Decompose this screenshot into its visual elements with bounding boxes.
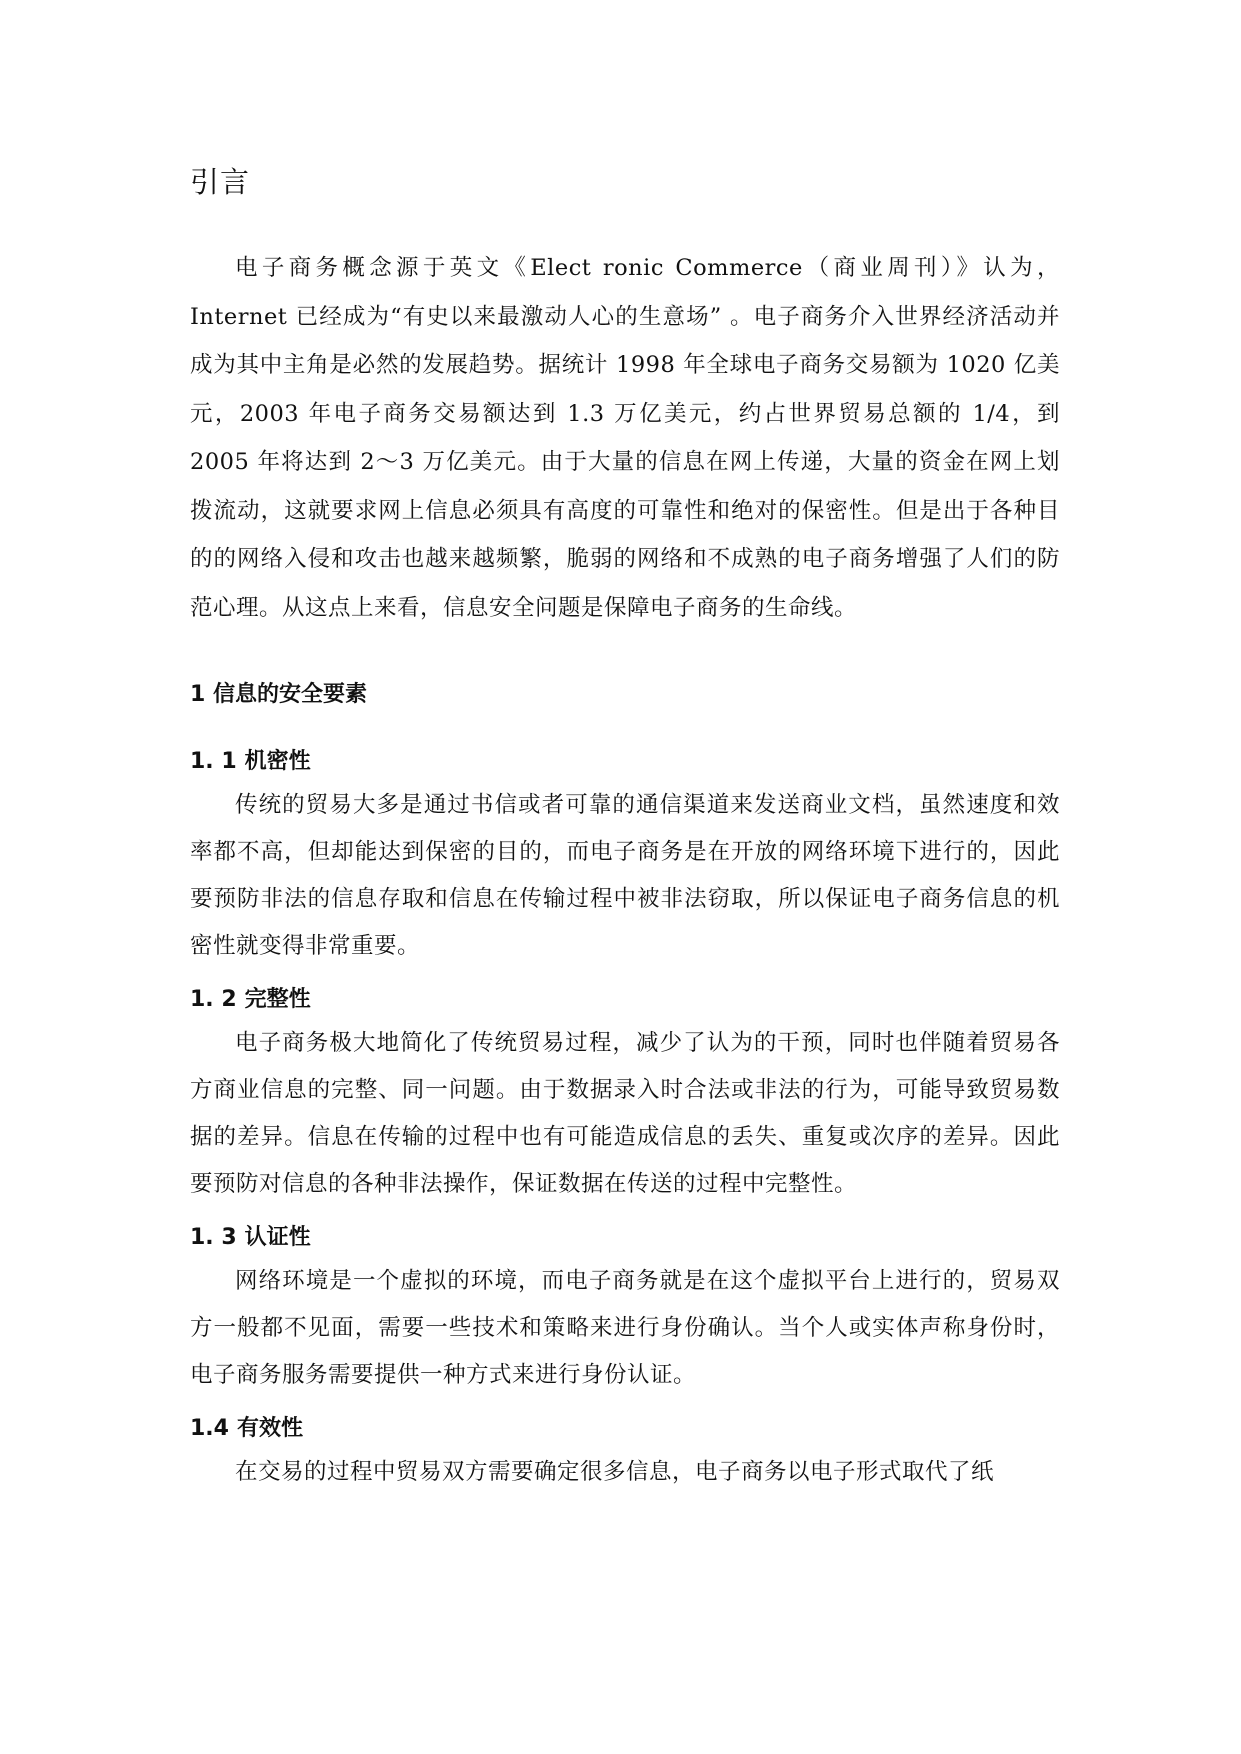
subsection-number: 1. 2 [190, 987, 237, 1012]
subsection-title: 认证性 [244, 1225, 311, 1250]
subsection-heading [190, 1218, 1060, 1258]
section-heading: 1 信息的安全要素 [190, 682, 367, 707]
subsection-number: 1. 3 [190, 1225, 237, 1250]
subsection-heading [190, 980, 1060, 1020]
subsection-number: 1.4 [190, 1416, 229, 1441]
subsection-title: 机密性 [244, 749, 311, 774]
subsection-authentication [190, 1218, 1060, 1399]
subsection-title: 完整性 [244, 987, 311, 1012]
intro-paragraph: 电子商务概念源于英文《Elect ronic Commerce（商业周刊）》认为，Internet 已经成为“有史以来最激动人心的生意场” 。电子商务介入世界经济活动并成为其中主角是必然的发展趋势。据统计 1998 年全球电子商务交易额为 1020 亿美元，2003 年电子商务交易额达到 1.3 万亿美元，约占世界贸易总额的 1/4，到 2005 年将达到 2～3 万亿美元。由于大量的信息在网上传递，大量的资金在网上划拨流动，这就要求网上信息必须具有高度的可靠性和绝对的保密性。但是出于各种目的的网络入侵和攻击也越来越频繁，脆弱的网络和不成熟的电子商务增强了人们的防范心理。从这点上来看，信息安全问题是保障电子商务的生命线。 [190, 255, 1060, 621]
subsection-heading [190, 742, 1060, 782]
subsection-paragraph: 电子商务极大地简化了传统贸易过程，减少了认为的干预，同时也伴随着贸易各方商业信息的完整、同一问题。由于数据录入时合法或非法的行为，可能导致贸易数据的差异。信息在传输的过程中也有可能造成信息的丢失、重复或次序的差异。因此要预防对信息的各种非法操作，保证数据在传送的过程中完整性。 [190, 1030, 1060, 1197]
subsection-title: 有效性 [236, 1416, 303, 1441]
page-title: 引言 [190, 165, 251, 199]
subsection-integrity [190, 980, 1060, 1208]
subsection-validity [190, 1409, 1060, 1496]
subsection-paragraph: 网络环境是一个虚拟的环境，而电子商务就是在这个虚拟平台上进行的，贸易双方一般都不见面，需要一些技术和策略来进行身份确认。当个人或实体声称身份时，电子商务服务需要提供一种方式来进行身份认证。 [190, 1268, 1060, 1388]
document-content [190, 160, 1060, 1496]
subsection-confidentiality [190, 742, 1060, 970]
subsection-heading [190, 1409, 1060, 1449]
subsection-number: 1. 1 [190, 749, 237, 774]
subsection-paragraph: 传统的贸易大多是通过书信或者可靠的通信渠道来发送商业文档，虽然速度和效率都不高，但却能达到保密的目的，而电子商务是在开放的网络环境下进行的，因此要预防非法的信息存取和信息在传输过程中被非法窃取，所以保证电子商务信息的机密性就变得非常重要。 [190, 792, 1060, 959]
subsection-paragraph: 在交易的过程中贸易双方需要确定很多信息，电子商务以电子形式取代了纸 [235, 1459, 995, 1485]
